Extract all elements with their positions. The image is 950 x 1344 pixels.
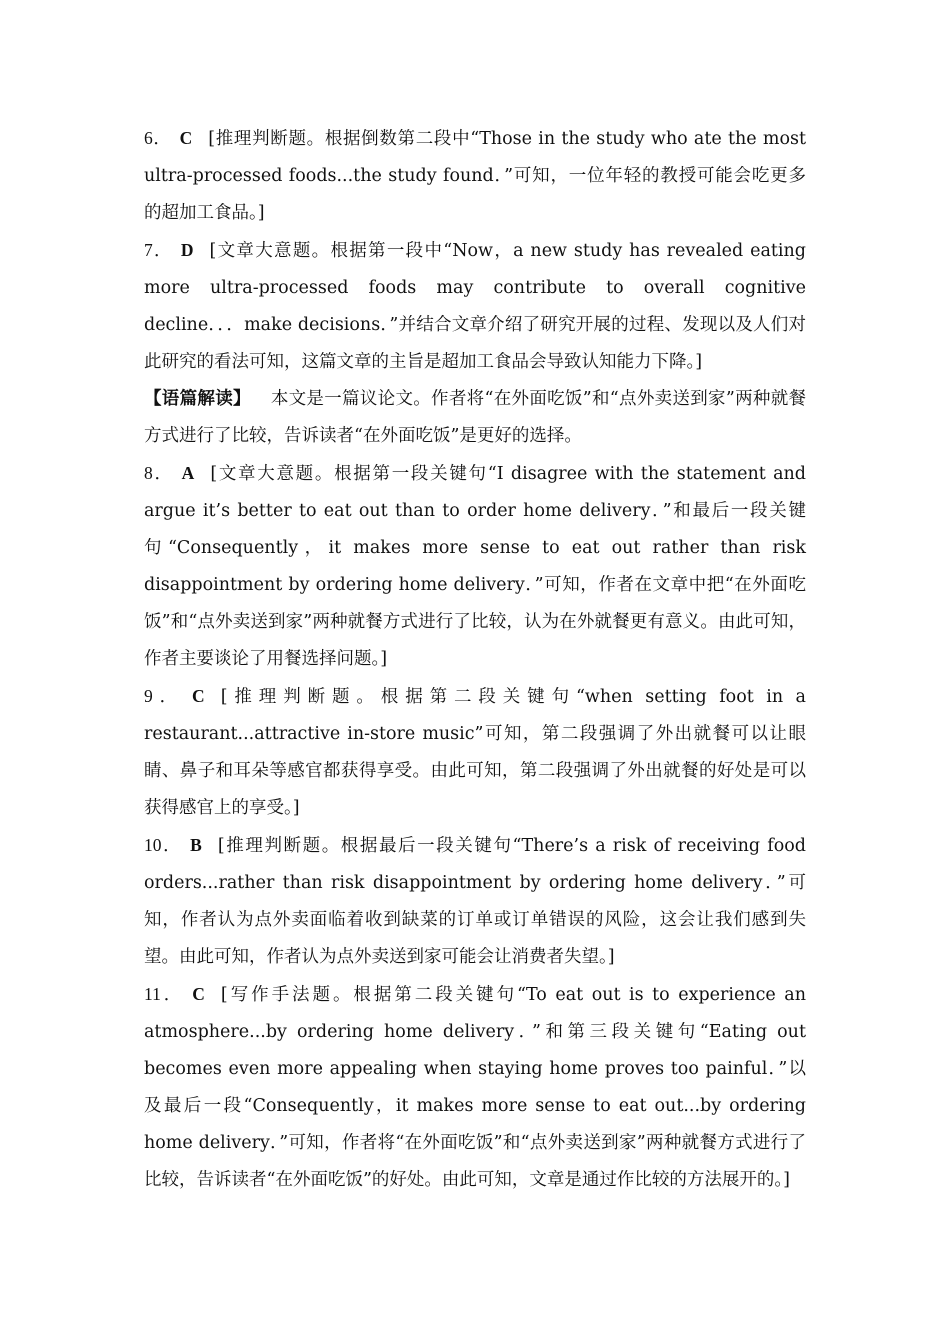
question-number: 8．: [144, 463, 174, 483]
question-number: 9．: [144, 686, 185, 706]
answer-item-10: [144, 827, 806, 976]
answer-letter: D: [180, 240, 194, 260]
question-number: 10．: [144, 835, 183, 855]
explanation-text: [推理判断题。根据倒数第二段中“Those in the study who ate the most ultra-processed foods...the study found．”可知，一位年轻的教授可能会吃更多的超加工食品。]: [144, 129, 806, 223]
explanation-text: [推理判断题。根据第二段关键句“when setting foot in a restaurant...attractive in-store music”可知，第二段强调了外出就餐可以让眼睛、鼻子和耳朵等感官都获得享受。由此可知，第二段强调了外出就餐的好处是可以获得感官上的享受。]: [144, 687, 806, 818]
explanation-text: [写作手法题。根据第二段关键句“To eat out is to experience an atmosphere...by ordering home delivery．”和第三段关键句“Eating out becomes even more appealing when staying home proves too painful．”以及最后一段“Consequently，it makes more sense to eat out...by ordering home delivery．”可知，作者将“在外面吃饭”和“点外卖送到家”两种就餐方式进行了比较，告诉读者“在外面吃饭”的好处。由此可知，文章是通过作比较的方法展开的。]: [144, 985, 806, 1190]
answer-item-6: [144, 120, 806, 232]
answer-item-8: [144, 455, 806, 678]
explanation-text: [文章大意题。根据第一段关键句“I disagree with the statement and argue it’s better to eat out than to order home delivery．”和最后一段关键句“Consequently，it makes more sense to eat out rather than risk disappointment by ordering home delivery．”可知，作者在文章中把“在外面吃饭”和“点外卖送到家”两种就餐方式进行了比较，认为在外就餐更有意义。由此可知，作者主要谈论了用餐选择问题。]: [144, 464, 807, 669]
explanation-text: [文章大意题。根据第一段中“Now，a new study has revealed eating more ultra-processed foods may contribute to overall cognitive decline．．．make decisions．”并结合文章介绍了研究开展的过程、发现以及人们对此研究的看法可知，这篇文章的主旨是超加工食品会导致认知能力下降。]: [144, 241, 806, 372]
answer-item-7: [144, 232, 806, 381]
section-heading: 【语篇解读】: [144, 389, 251, 409]
answer-item-11: [144, 976, 806, 1199]
answer-letter: C: [192, 984, 205, 1004]
interpretation-text: 本文是一篇议论文。作者将“在外面吃饭”和“点外卖送到家”两种就餐方式进行了比较，告诉读者“在外面吃饭”是更好的选择。: [144, 389, 806, 446]
question-number: 6．: [144, 128, 172, 148]
answer-letter: A: [181, 463, 195, 483]
answer-document: [144, 120, 806, 1199]
answer-letter: C: [179, 128, 193, 148]
question-number: 7．: [144, 240, 173, 260]
answer-letter: C: [192, 686, 205, 706]
passage-interpretation: [144, 381, 806, 455]
answer-letter: B: [190, 835, 202, 855]
explanation-text: [推理判断题。根据最后一段关键句“There’s a risk of receiving food orders...rather than risk disappointment by ordering home delivery．”可知，作者认为点外卖面临着收到缺菜的订单或订单错误的风险，这会让我们感到失望。由此可知，作者认为点外卖送到家可能会让消费者失望。]: [144, 836, 806, 967]
question-number: 11．: [144, 984, 185, 1004]
answer-item-9: [144, 678, 806, 827]
